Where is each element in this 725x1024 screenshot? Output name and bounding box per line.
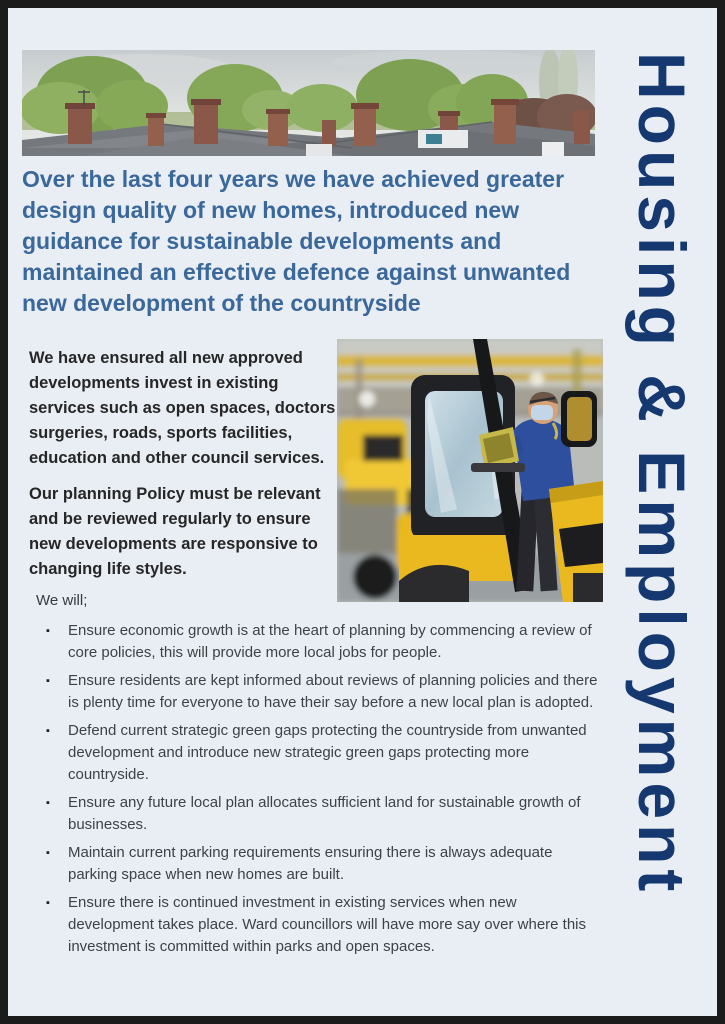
section-title-vertical: Housing & Employment bbox=[625, 52, 699, 897]
list-item bbox=[38, 670, 602, 714]
square-bullet-icon: ▪ bbox=[46, 675, 50, 687]
leaflet-page bbox=[8, 8, 717, 1016]
pledges-list bbox=[38, 620, 602, 964]
square-bullet-icon: ▪ bbox=[46, 847, 50, 859]
intro-paragraph-1: We have ensured all new approved developments invest in existing services such as open spaces, doctors surgeries, roads, sports facilities, education and other council services. bbox=[29, 349, 336, 467]
factory-photo bbox=[337, 339, 603, 602]
square-bullet-icon: ▪ bbox=[46, 625, 50, 637]
list-item-text: Defend current strategic green gaps protecting the countryside from unwanted development and introduce new strategic green gaps protecting more countryside. bbox=[68, 722, 587, 783]
list-item bbox=[38, 892, 602, 958]
page-headline: Over the last four years we have achieved greater design quality of new homes, introduced new guidance for sustainable developments and maintained an effective defence against unwanted new development of the countryside bbox=[22, 166, 571, 316]
list-item-text: Ensure residents are kept informed about reviews of planning policies and there is plenty time for everyone to have their say before a new local plan is adopted. bbox=[68, 672, 598, 711]
square-bullet-icon: ▪ bbox=[46, 797, 50, 809]
list-item bbox=[38, 720, 602, 786]
list-intro: We will; bbox=[36, 592, 88, 609]
list-item bbox=[38, 620, 602, 664]
list-item bbox=[38, 792, 602, 836]
list-item-text: Ensure economic growth is at the heart of planning by commencing a review of core policies, this will provide more local jobs for people. bbox=[68, 622, 592, 661]
square-bullet-icon: ▪ bbox=[46, 897, 50, 909]
rooftops-photo bbox=[22, 50, 595, 156]
intro-column bbox=[29, 346, 343, 582]
square-bullet-icon: ▪ bbox=[46, 725, 50, 737]
list-item-text: Ensure there is continued investment in existing services when new development takes place. Ward councillors will have more say over where this investment is committed within parks and open spaces. bbox=[68, 894, 587, 955]
intro-paragraph-2: Our planning Policy must be relevant and be reviewed regularly to ensure new developments are responsive to changing life styles. bbox=[29, 485, 321, 578]
list-item bbox=[38, 842, 602, 886]
list-item-text: Ensure any future local plan allocates sufficient land for sustainable growth of businesses. bbox=[68, 794, 581, 833]
list-item-text: Maintain current parking requirements ensuring there is always adequate parking space when new homes are built. bbox=[68, 844, 553, 883]
